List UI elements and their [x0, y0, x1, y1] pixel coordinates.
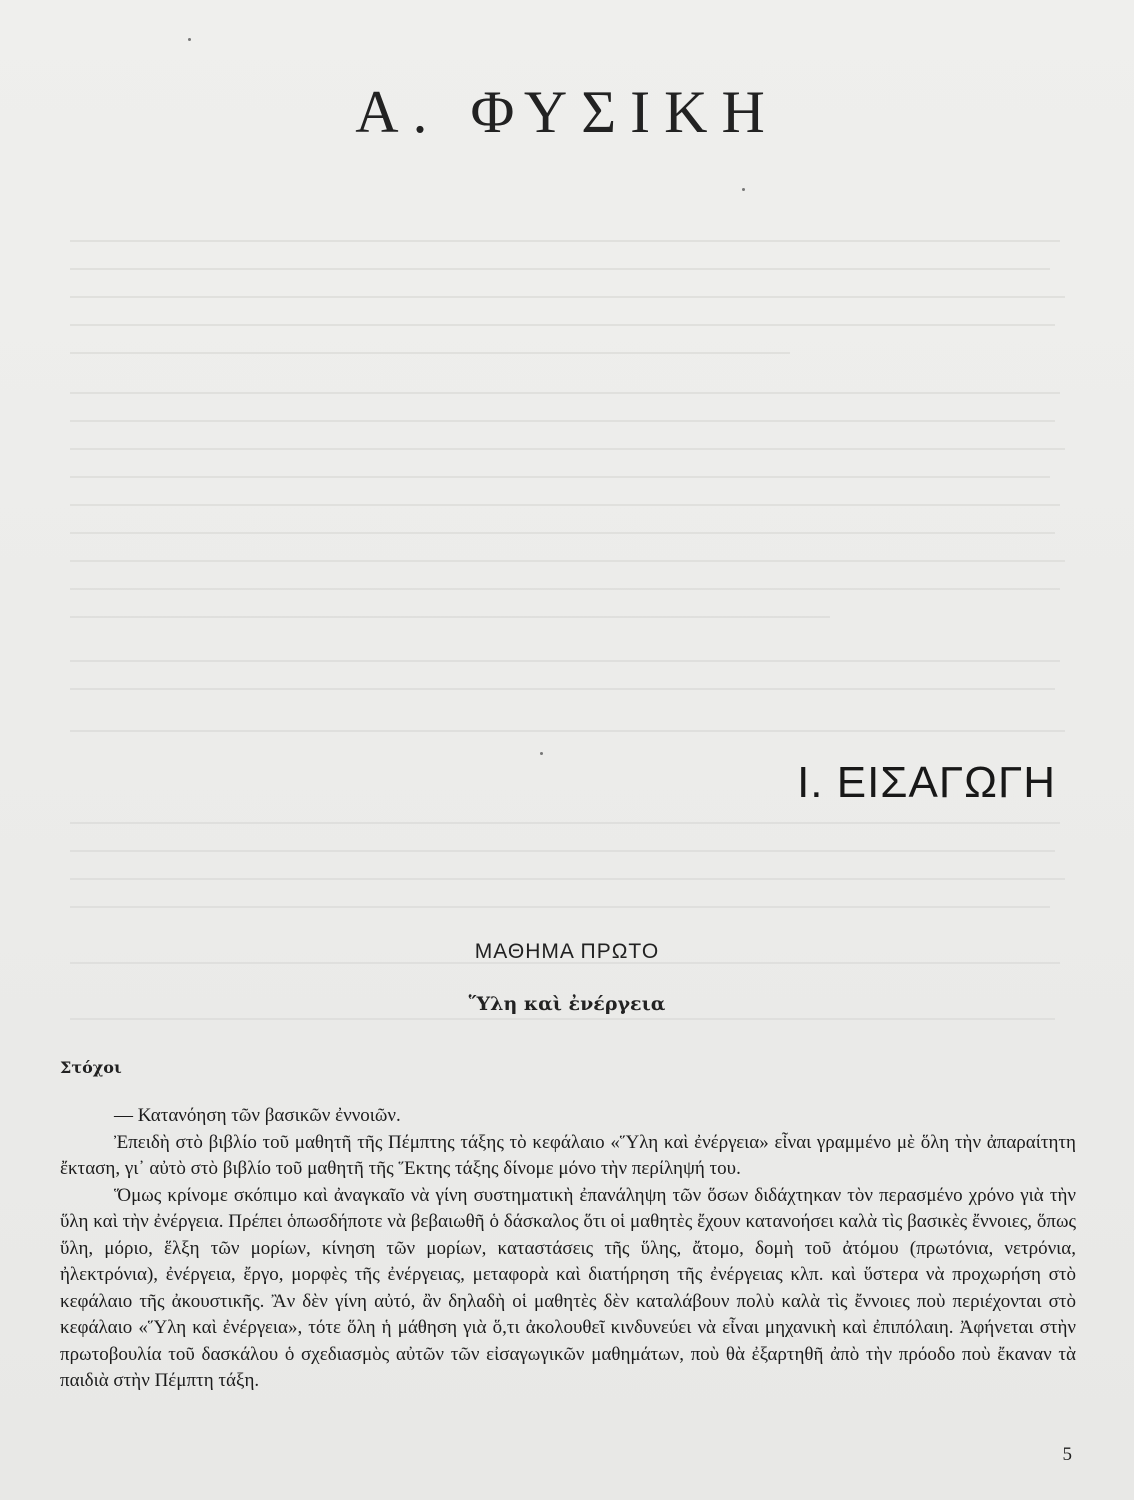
paragraph: — Κατανόηση τῶν βασικῶν ἐννοιῶν.	[114, 1105, 401, 1126]
speck	[540, 752, 543, 755]
speck	[742, 188, 745, 191]
speck	[188, 38, 191, 41]
section-title: Ι. ΕΙΣΑΓΩΓΗ	[797, 758, 1056, 807]
body-text	[60, 1103, 1076, 1395]
page-number: 5	[1062, 1444, 1072, 1465]
lesson-subtitle: Ὕλη καὶ ἐνέργεια	[468, 993, 666, 1015]
lesson-title: ΜΑΘΗΜΑ ΠΡΩΤΟ	[474, 940, 660, 963]
paragraph: Ἐπειδὴ στὸ βιβλίο τοῦ μαθητῆ τῆς Πέμπτης τάξης τὸ κεφάλαιο «Ὕλη καὶ ἐνέργεια» εἶναι γραμμένο μὲ ὅλη τὴν ἀπαραίτητη ἔκταση, γι᾽ αὐτὸ στὸ βιβλίο τοῦ μαθητῆ τῆς Ἕκτης τάξης δίνομε μόνο τὴν περίληψή του.	[60, 1131, 1076, 1179]
chapter-title: Α. ΦΥΣΙΚΗ	[355, 79, 779, 145]
paragraph: Ὅμως κρίνομε σκόπιμο καὶ ἀναγκαῖο νὰ γίνη συστηματικὴ ἐπανάληψη τῶν ὅσων διδάχτηκαν τὸν περασμένο χρόνο γιὰ τὴν ὕλη καὶ τὴν ἐνέργεια. Πρέπει ὁπωσδήποτε νὰ βεβαιωθῆ ὁ δάσκαλος ὅτι οἱ μαθητὲς ἔχουν κατανοήσει καλὰ τὶς βασικὲς ἔννοιες, ὅπως ὕλη, μόριο, ἕλξη τῶν μορίων, κίνηση τῶν μορίων, καταστάσεις τῆς ὕλης, ἄτομο, δομὴ τοῦ ἀτόμου (πρωτόνια, νετρόνια, ἠλεκτρόνια), ἐνέργεια, ἔργο, μορφὲς τῆς ἐνέργειας, μεταφορὰ καὶ διατήρηση τῆς ἐνέργειας κλπ. καὶ ὕστερα νὰ προχωρήση στὸ κεφάλαιο τῆς ἀκουστικῆς. Ἂν δὲν γίνη αὐτό, ἂν δηλαδὴ οἱ μαθητὲς δὲν καταλάβουν πολὺ καλὰ τὶς ἔννοιες ποὺ περιέχονται στὸ κεφάλαιο «Ὕλη καὶ ἐνέργεια», τότε ὅλη ἡ μάθηση γιὰ ὅ,τι ἀκολουθεῖ κινδυνεύει νὰ εἶναι μηχανικὴ καὶ ἐπιπόλαιη. Ἀφήνεται στὴν πρωτοβουλία τοῦ δασκάλου ὁ σχεδιασμὸς αὐτῶν τῶν εἰσαγωγικῶν μαθημάτων, ποὺ θὰ ἐξαρτηθῆ ἀπὸ τὴν πρόοδο ποὺ ἔκαναν τὰ παιδιὰ στὴν Πέμπτη τάξη.	[60, 1184, 1076, 1391]
goals-heading: Στόχοι	[60, 1058, 122, 1077]
